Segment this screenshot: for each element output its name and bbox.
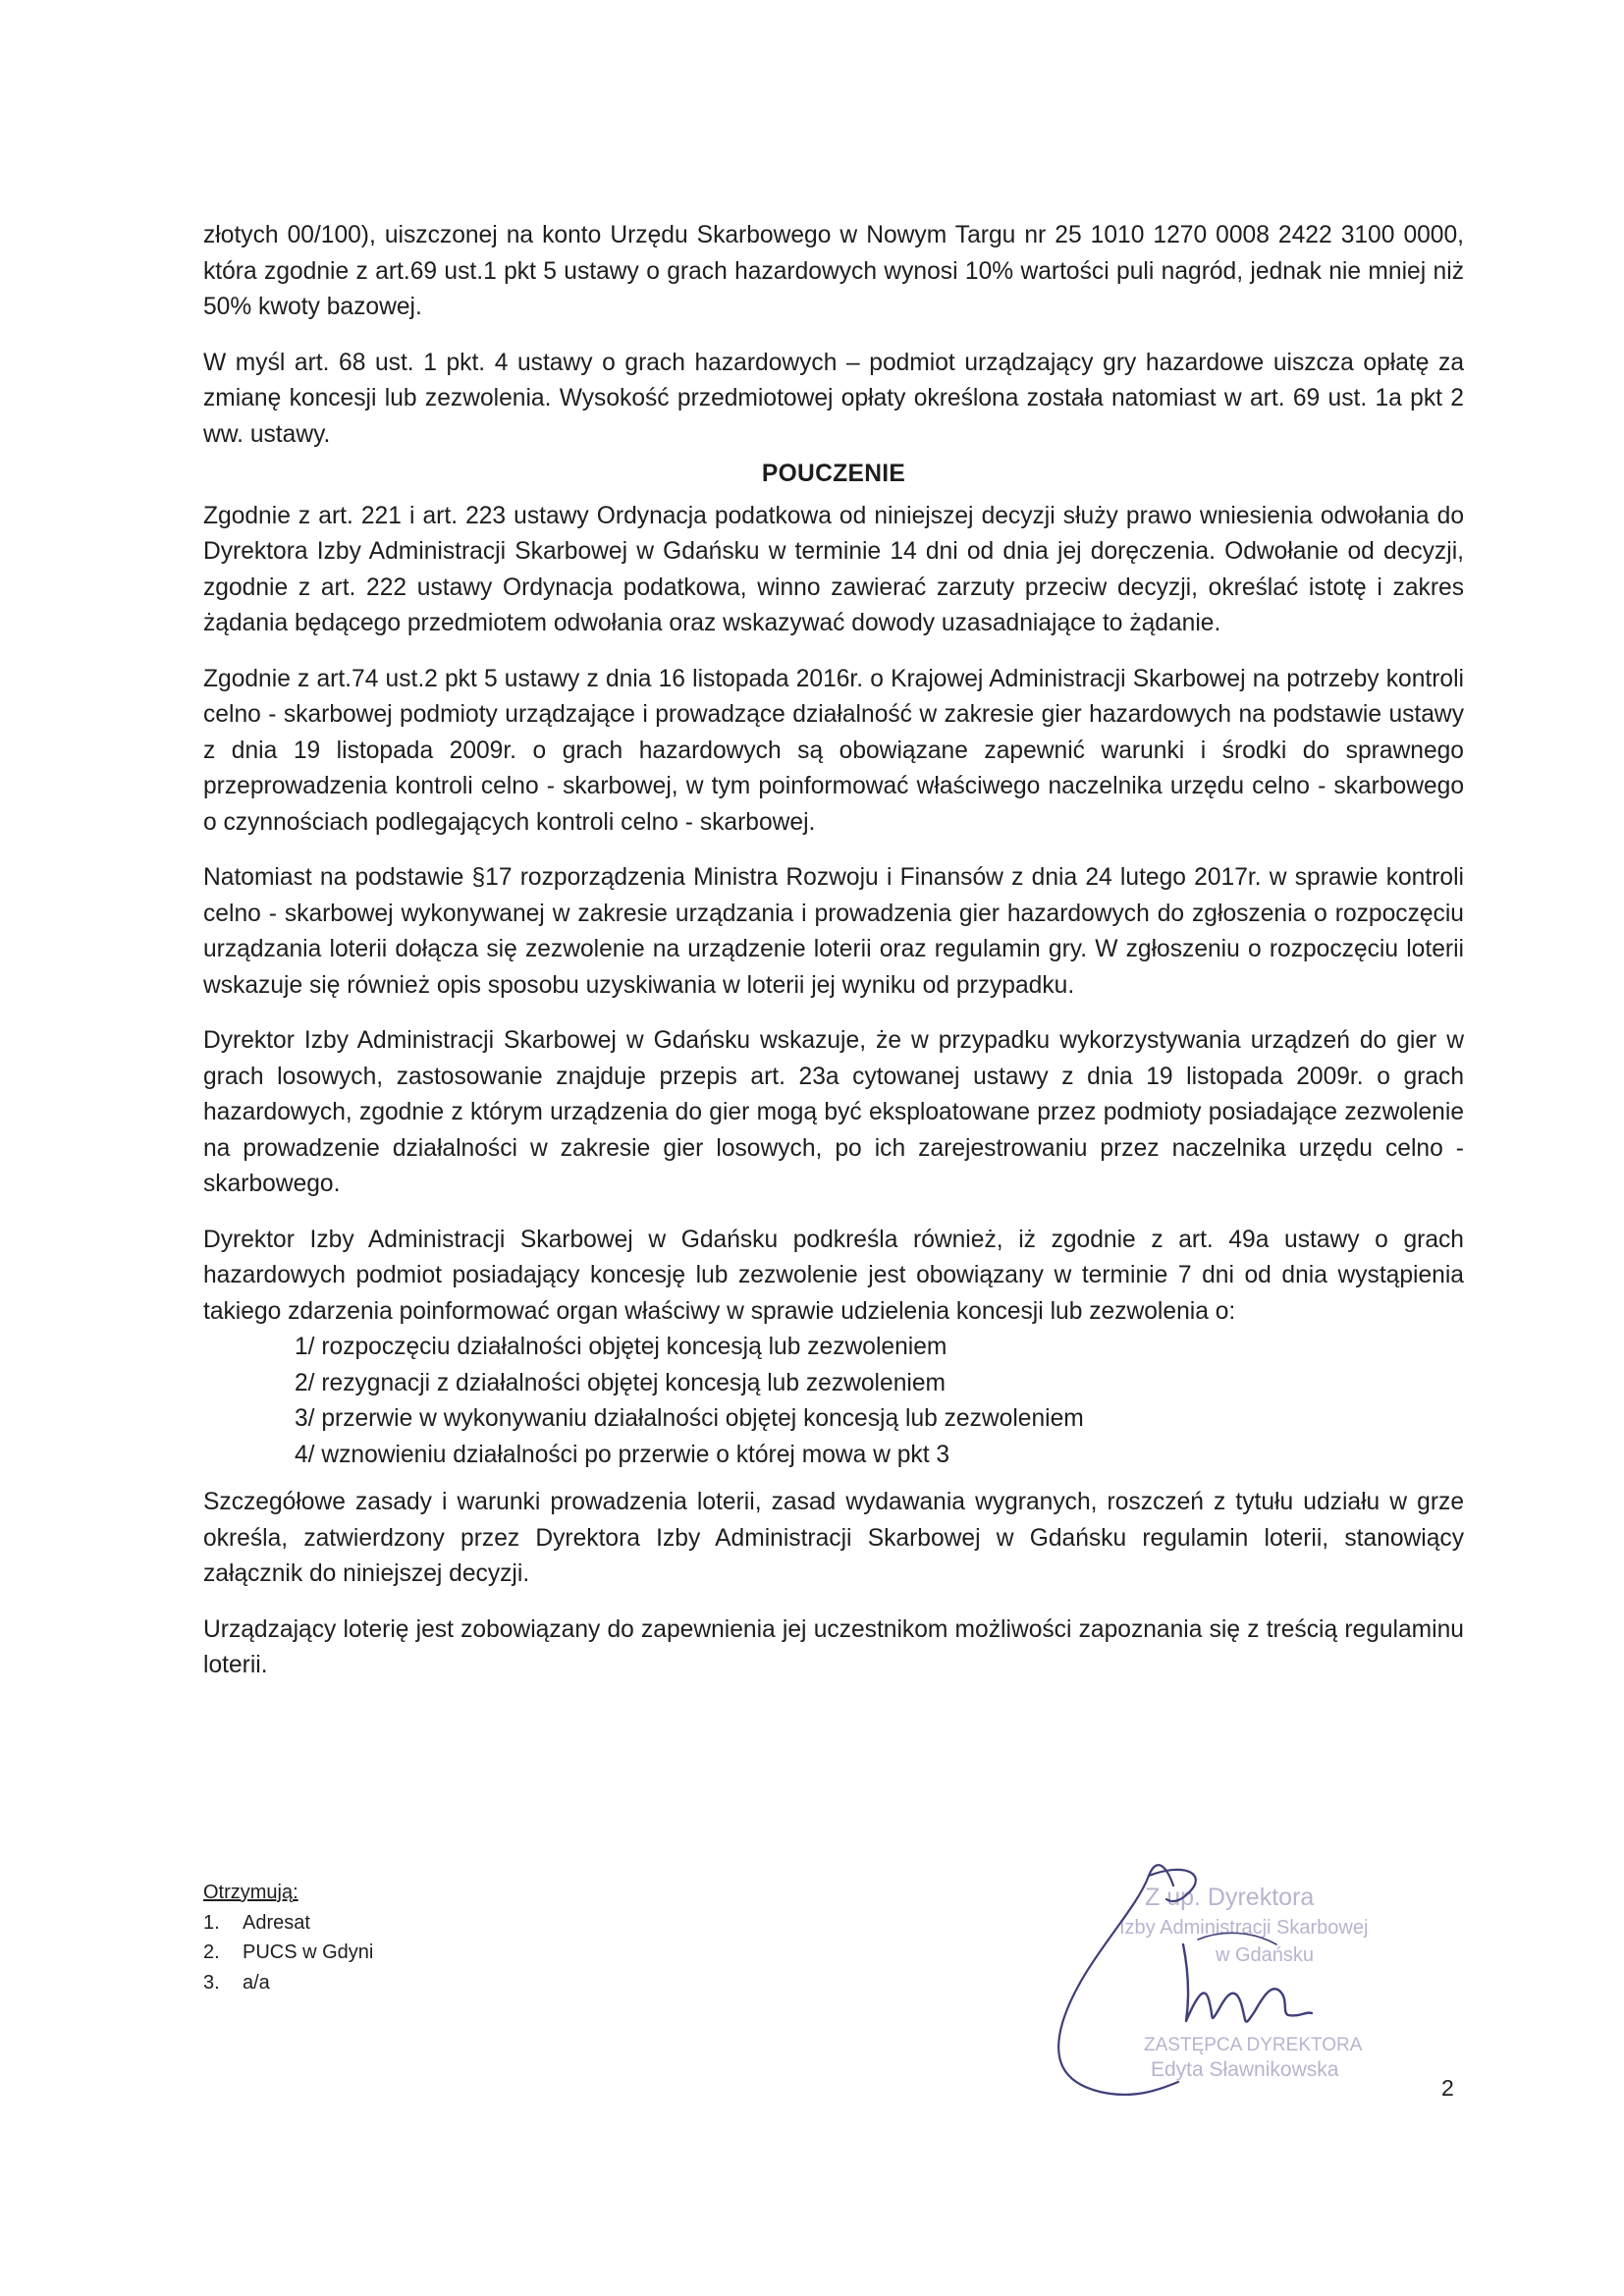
- list-item: 3/ przerwie w wykonywaniu działalności objętej koncesją lub zezwoleniem: [295, 1405, 1084, 1432]
- list-number: 3.: [203, 1971, 220, 1994]
- paragraph-devices: Dyrektor Izby Administracji Skarbowej w Gdańsku wskazuje, że w przypadku wykorzystywania urządzeń do gier w grach losowych, zastosowanie znajduje przepis art. 23a cytowanej ustawy z dnia 19 listopada 2009r. o grach hazardowych, zgodnie z którym urządzenia do gier mogą być eksploatowane przez podmioty posiadające zezwolenie na prowadzenie działalności w zakresie gier losowych, po ich zarejestrowaniu przez naczelnika urzędu celno - skarbowego.: [203, 1027, 1464, 1197]
- stamp-line: Z up. Dyrektora: [1145, 1884, 1315, 1911]
- paragraph-kas-control: Zgodnie z art.74 ust.2 pkt 5 ustawy z dnia 16 listopada 2016r. o Krajowej Administracji Skarbowej na potrzeby kontroli celno - skarbowej podmioty urządzające i prowadzące działalność w zakresie gier hazardowych na podstawie ustawy z dnia 19 listopada 2009r. o grach hazardowych są obowiązane zapewnić warunki i środki do sprawnego przeprowadzenia kontroli celno - skarbowej, w tym poinformować właściwego naczelnika urzędu celno - skarbowego o czynnościach podlegających kontroli celno - skarbowej.: [203, 665, 1464, 836]
- document-body: [203, 218, 1464, 1684]
- recipients-label: Otrzymują:: [203, 1882, 298, 1903]
- handwritten-signature: [1041, 1846, 1453, 2141]
- section-heading: POUCZENIE: [761, 461, 906, 487]
- recipients-list: [203, 1908, 596, 1998]
- list-item: [203, 1938, 596, 1968]
- list-item: [203, 1968, 596, 1998]
- paragraph-fee-account: złotych 00/100), uiszczonej na konto Urzędu Skarbowego w Nowym Targu nr 25 1010 1270 0008 2422 3100 0000, która zgodnie z art.69 ust.1 pkt 5 ustawy o grach hazardowych wynosi 10% wartości puli nagród, jednak nie mniej niż 50% kwoty bazowej.: [203, 222, 1464, 320]
- paragraph-rules: Szczegółowe zasady i warunki prowadzenia loterii, zasad wydawania wygranych, roszczeń z tytułu udziału w grze określa, zatwierdzony przez Dyrektora Izby Administracji Skarbowej w Gdańsku regulamin loterii, stanowiący załącznik do niniejszej decyzji.: [203, 1489, 1464, 1587]
- stamp-line: w Gdańsku: [1216, 1944, 1315, 1966]
- stamp-line: Izby Administracji Skarbowej: [1119, 1917, 1369, 1939]
- page-number: 2: [1441, 2075, 1454, 2101]
- stamp-line: ZASTĘPCA DYREKTORA: [1144, 2035, 1363, 2055]
- list-number: 1.: [203, 1911, 220, 1934]
- paragraph-regulation: Natomiast na podstawie §17 rozporządzenia Ministra Rozwoju i Finansów z dnia 24 lutego 2017r. w sprawie kontroli celno - skarbowej wykonywanej w zakresie urządzania i prowadzenia gier hazardowych do zgłoszenia o rozpoczęciu urządzania loterii dołącza się zezwolenie na urządzenie loterii oraz regulamin gry. W zgłoszeniu o rozpoczęciu loterii wskazuje się również opis sposobu uzyskiwania w loterii jej wyniku od przypadku.: [203, 864, 1464, 999]
- list-item: 2/ rezygnacji z działalności objętej koncesją lub zezwoleniem: [295, 1369, 947, 1396]
- recipient-name: PUCS w Gdyni: [243, 1941, 374, 1963]
- list-number: 2.: [203, 1941, 220, 1963]
- list-item: 1/ rozpoczęciu działalności objętej koncesją lub zezwoleniem: [295, 1334, 947, 1360]
- official-stamp: [1041, 1846, 1453, 2141]
- notification-list: [203, 1330, 1464, 1473]
- paragraph-notification: Dyrektor Izby Administracji Skarbowej w Gdańsku podkreśla również, iż zgodnie z art. 49a ustawy o grach hazardowych podmiot posiadający koncesję lub zezwolenie jest obowiązany w terminie 7 dni od dnia wystąpienia takiego zdarzenia poinformować organ właściwy w sprawie udzielenia koncesji lub zezwolenia o:: [203, 1226, 1464, 1325]
- recipient-name: Adresat: [243, 1911, 310, 1934]
- stamp-line: Edyta Sławnikowska: [1151, 2058, 1339, 2081]
- recipient-name: a/a: [243, 1971, 270, 1994]
- recipients-block: [203, 1878, 596, 1997]
- list-item: 4/ wznowieniu działalności po przerwie o której mowa w pkt 3: [295, 1441, 950, 1468]
- paragraph-appeal: Zgodnie z art. 221 i art. 223 ustawy Ordynacja podatkowa od niniejszej decyzji służy prawo wniesienia odwołania do Dyrektora Izby Administracji Skarbowej w Gdańsku w terminie 14 dni od dnia jej doręczenia. Odwołanie od decyzji, zgodnie z art. 222 ustawy Ordynacja podatkowa, winno zawierać zarzuty przeciw decyzji, określać istotę i zakres żądania będącego przedmiotem odwołania oraz wskazywać dowody uzasadniające to żądanie.: [203, 502, 1464, 636]
- paragraph-participants: Urządzający loterię jest zobowiązany do zapewnienia jej uczestnikom możliwości zapoznania się z treścią regulaminu loterii.: [203, 1615, 1464, 1678]
- list-item: [203, 1908, 596, 1939]
- paragraph-fee-basis: W myśl art. 68 ust. 1 pkt. 4 ustawy o grach hazardowych – podmiot urządzający gry hazardowe uiszcza opłatę za zmianę koncesji lub zezwolenia. Wysokość przedmiotowej opłaty określona została natomiast w art. 69 ust. 1a pkt 2 ww. ustawy.: [203, 349, 1464, 448]
